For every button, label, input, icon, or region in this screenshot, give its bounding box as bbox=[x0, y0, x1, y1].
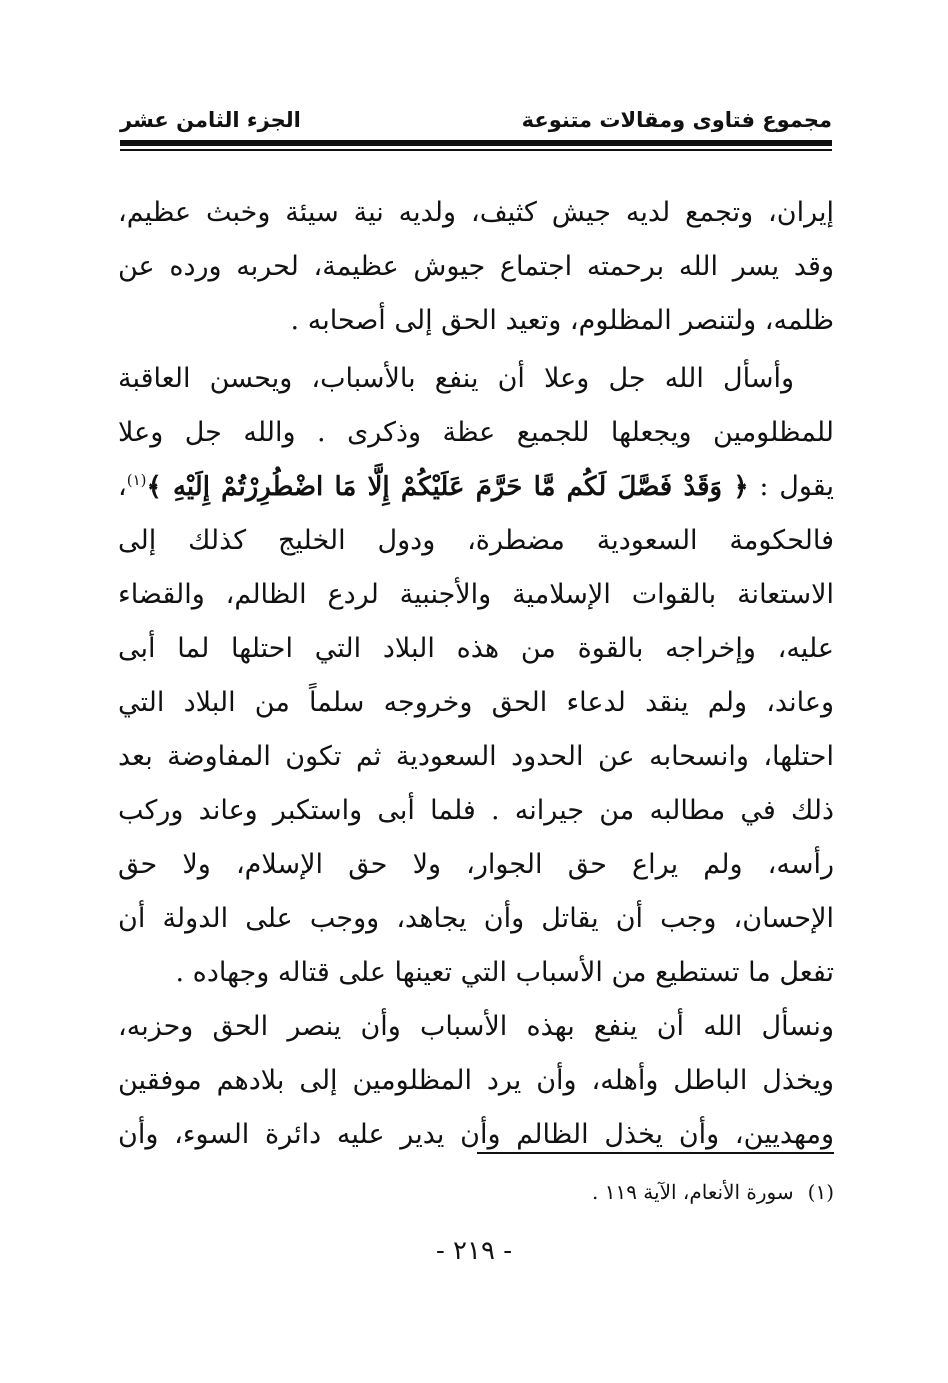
text-line: وعاند، ولم ينقد لدعاء الحق وخروجه سلماً من البلاد التي bbox=[118, 687, 834, 718]
text-line: ونسأل الله أن ينفع بهذه الأسباب وأن ينصر الحق وحزبه، bbox=[118, 1011, 834, 1042]
header-rule-thin bbox=[120, 149, 832, 151]
text-line: احتلها، وانسحابه عن الحدود السعودية ثم تكون المفاوضة بعد bbox=[118, 741, 834, 772]
book-title: مجموع فتاوى ومقالات متنوعة bbox=[521, 108, 832, 132]
text-line: إيران، وتجمع لديه جيش كثيف، ولديه نية سيئة وخبث عظيم، bbox=[118, 197, 834, 228]
body-text bbox=[118, 186, 834, 1162]
text-line: ظلمه، ولتنصر المظلوم، وتعيد الحق إلى أصحابه . bbox=[290, 305, 834, 336]
text-line: وأسأل الله جل وعلا أن ينفع بالأسباب، ويحسن العاقبة bbox=[118, 363, 794, 394]
text-line: فالحكومة السعودية مضطرة، ودول الخليج كذلك إلى bbox=[118, 525, 834, 556]
footnote-separator bbox=[477, 1152, 834, 1154]
text-line: ذلك في مطالبه من جيرانه . فلما أبى واستكبر وعاند وركب bbox=[118, 795, 834, 826]
footnote-marker: (١) bbox=[126, 471, 147, 489]
quran-quote-line bbox=[118, 460, 834, 514]
text-line: الإحسان، وجب أن يقاتل وأن يجاهد، ووجب على الدولة أن bbox=[118, 903, 834, 934]
running-header bbox=[120, 104, 832, 138]
footnote-text: سورة الأنعام، الآية ١١٩ . bbox=[592, 1180, 794, 1204]
text-line: ويخذل الباطل وأهله، وأن يرد المظلومين إلى بلادهم موفقين bbox=[118, 1065, 834, 1096]
text-line: عليه، وإخراجه بالقوة من هذه البلاد التي احتلها لما أبى bbox=[118, 633, 834, 664]
quran-verse: ﴿ وَقَدْ فَصَّلَ لَكُم مَّا حَرَّمَ عَلَيْكُمْ إِلَّا مَا اضْطُرِرْتُمْ إِلَيْهِ ﴾ bbox=[146, 472, 749, 502]
text-line: ومهديين، وأن يخذل الظالم وأن يدير عليه دائرة السوء، وأن bbox=[118, 1119, 834, 1150]
quote-suffix: ، bbox=[118, 471, 127, 502]
text-line: تفعل ما تستطيع من الأسباب التي تعينها على قتاله وجهاده . bbox=[175, 957, 834, 988]
header-rule-thick bbox=[120, 140, 832, 146]
page-number: - ٢١٩ - bbox=[435, 1236, 513, 1266]
footnote bbox=[234, 1180, 834, 1204]
quote-intro: يقول : bbox=[759, 471, 834, 502]
text-line: الاستعانة بالقوات الإسلامية والأجنبية لردع الظالم، والقضاء bbox=[118, 579, 834, 610]
volume-label: الجزء الثامن عشر bbox=[120, 108, 301, 132]
text-line: للمظلومين ويجعلها للجميع عظة وذكرى . والله جل وعلا bbox=[118, 417, 834, 448]
text-line: رأسه، ولم يراع حق الجوار، ولا حق الإسلام، ولا حق bbox=[118, 849, 834, 880]
footnote-number: (١) bbox=[807, 1180, 834, 1204]
text-line: وقد يسر الله برحمته اجتماع جيوش عظيمة، لحربه ورده عن bbox=[118, 251, 834, 282]
